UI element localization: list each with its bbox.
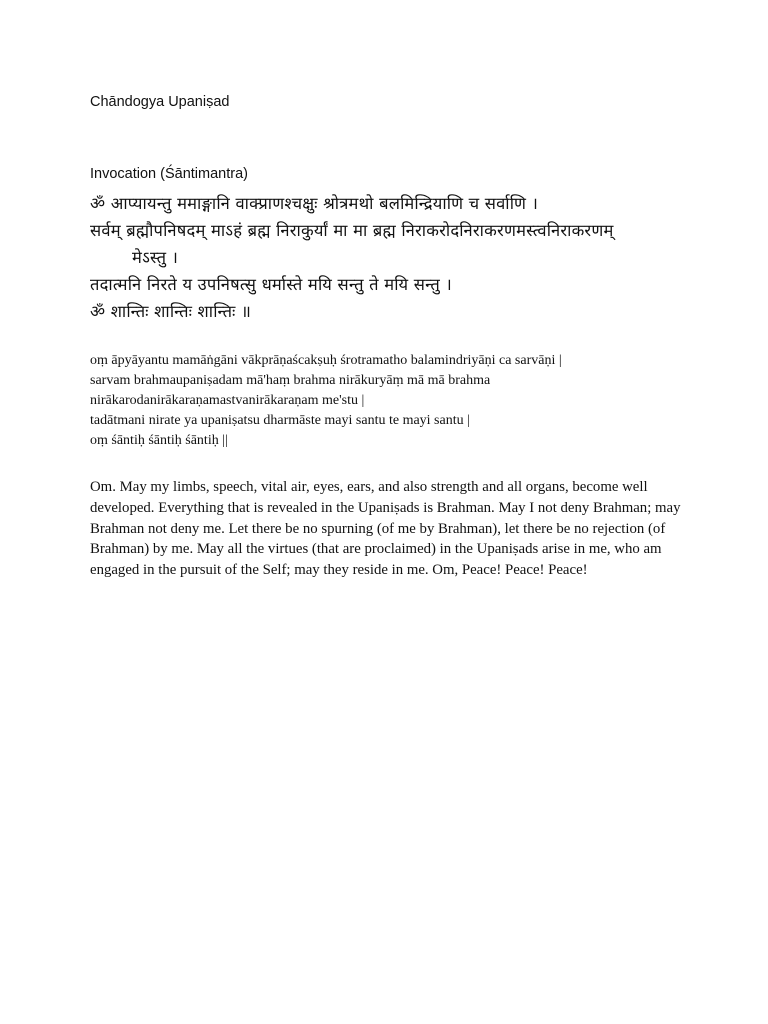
devanagari-line: सर्वम् ब्रह्मौपनिषदम् माऽहं ब्रह्म निराकुर्यां मा मा ब्रह्म निराकरोदनिराकरणमस्त्वनिराकरणम् bbox=[90, 221, 614, 240]
devanagari-line: ॐ शान्तिः शान्तिः शान्तिः ॥ bbox=[90, 302, 252, 321]
transliteration-line: oṃ śāntiḥ śāntiḥ śāntiḥ || bbox=[90, 433, 228, 448]
translation-paragraph: Om. May my limbs, speech, vital air, eyes, ears, and also strength and all organs, become well developed. Everything that is revealed in the Upaniṣads is Brahman. May I not deny Brahman; may Brahman not deny me. Let there be no spurning (of me by Brahman), let there be no rejection (of Brahman) by me. May all the virtues (that are proclaimed) in the Upaniṣads arise in me, who am engaged in the pursuit of the Self; may they reside in me. Om, Peace! Peace! Peace! bbox=[90, 479, 681, 579]
devanagari-line: तदात्मनि निरते य उपनिषत्सु धर्मास्ते मयि सन्तु ते मयि सन्तु । bbox=[90, 275, 452, 294]
transliteration-line: sarvam brahmaupaniṣadam mā'haṃ brahma nirākuryāṃ mā mā brahma bbox=[90, 373, 491, 388]
document-title: Chāndogya Upaniṣad bbox=[90, 94, 230, 110]
document-page bbox=[90, 92, 690, 581]
devanagari-line: ॐ आप्यायन्तु ममाङ्गानि वाक्प्राणश्चक्षुः श्रोत्रमथो बलमिन्द्रियाणि च सर्वाणि । bbox=[90, 194, 539, 213]
transliteration-line: nirākarodanirākaraṇamastvanirākaraṇam me'stu | bbox=[90, 393, 365, 408]
devanagari-verse bbox=[90, 190, 690, 325]
transliteration-verse bbox=[90, 351, 690, 451]
transliteration-line: tadātmani nirate ya upaniṣatsu dharmāste mayi santu te mayi santu | bbox=[90, 413, 470, 428]
transliteration-line: oṃ āpyāyantu mamāṅgāni vākprāṇaścakṣuḥ śrotramatho balamindriyāṇi ca sarvāṇi | bbox=[90, 353, 562, 368]
invocation-heading: Invocation (Śāntimantra) bbox=[90, 166, 248, 182]
devanagari-line: मेऽस्तु । bbox=[132, 248, 179, 267]
